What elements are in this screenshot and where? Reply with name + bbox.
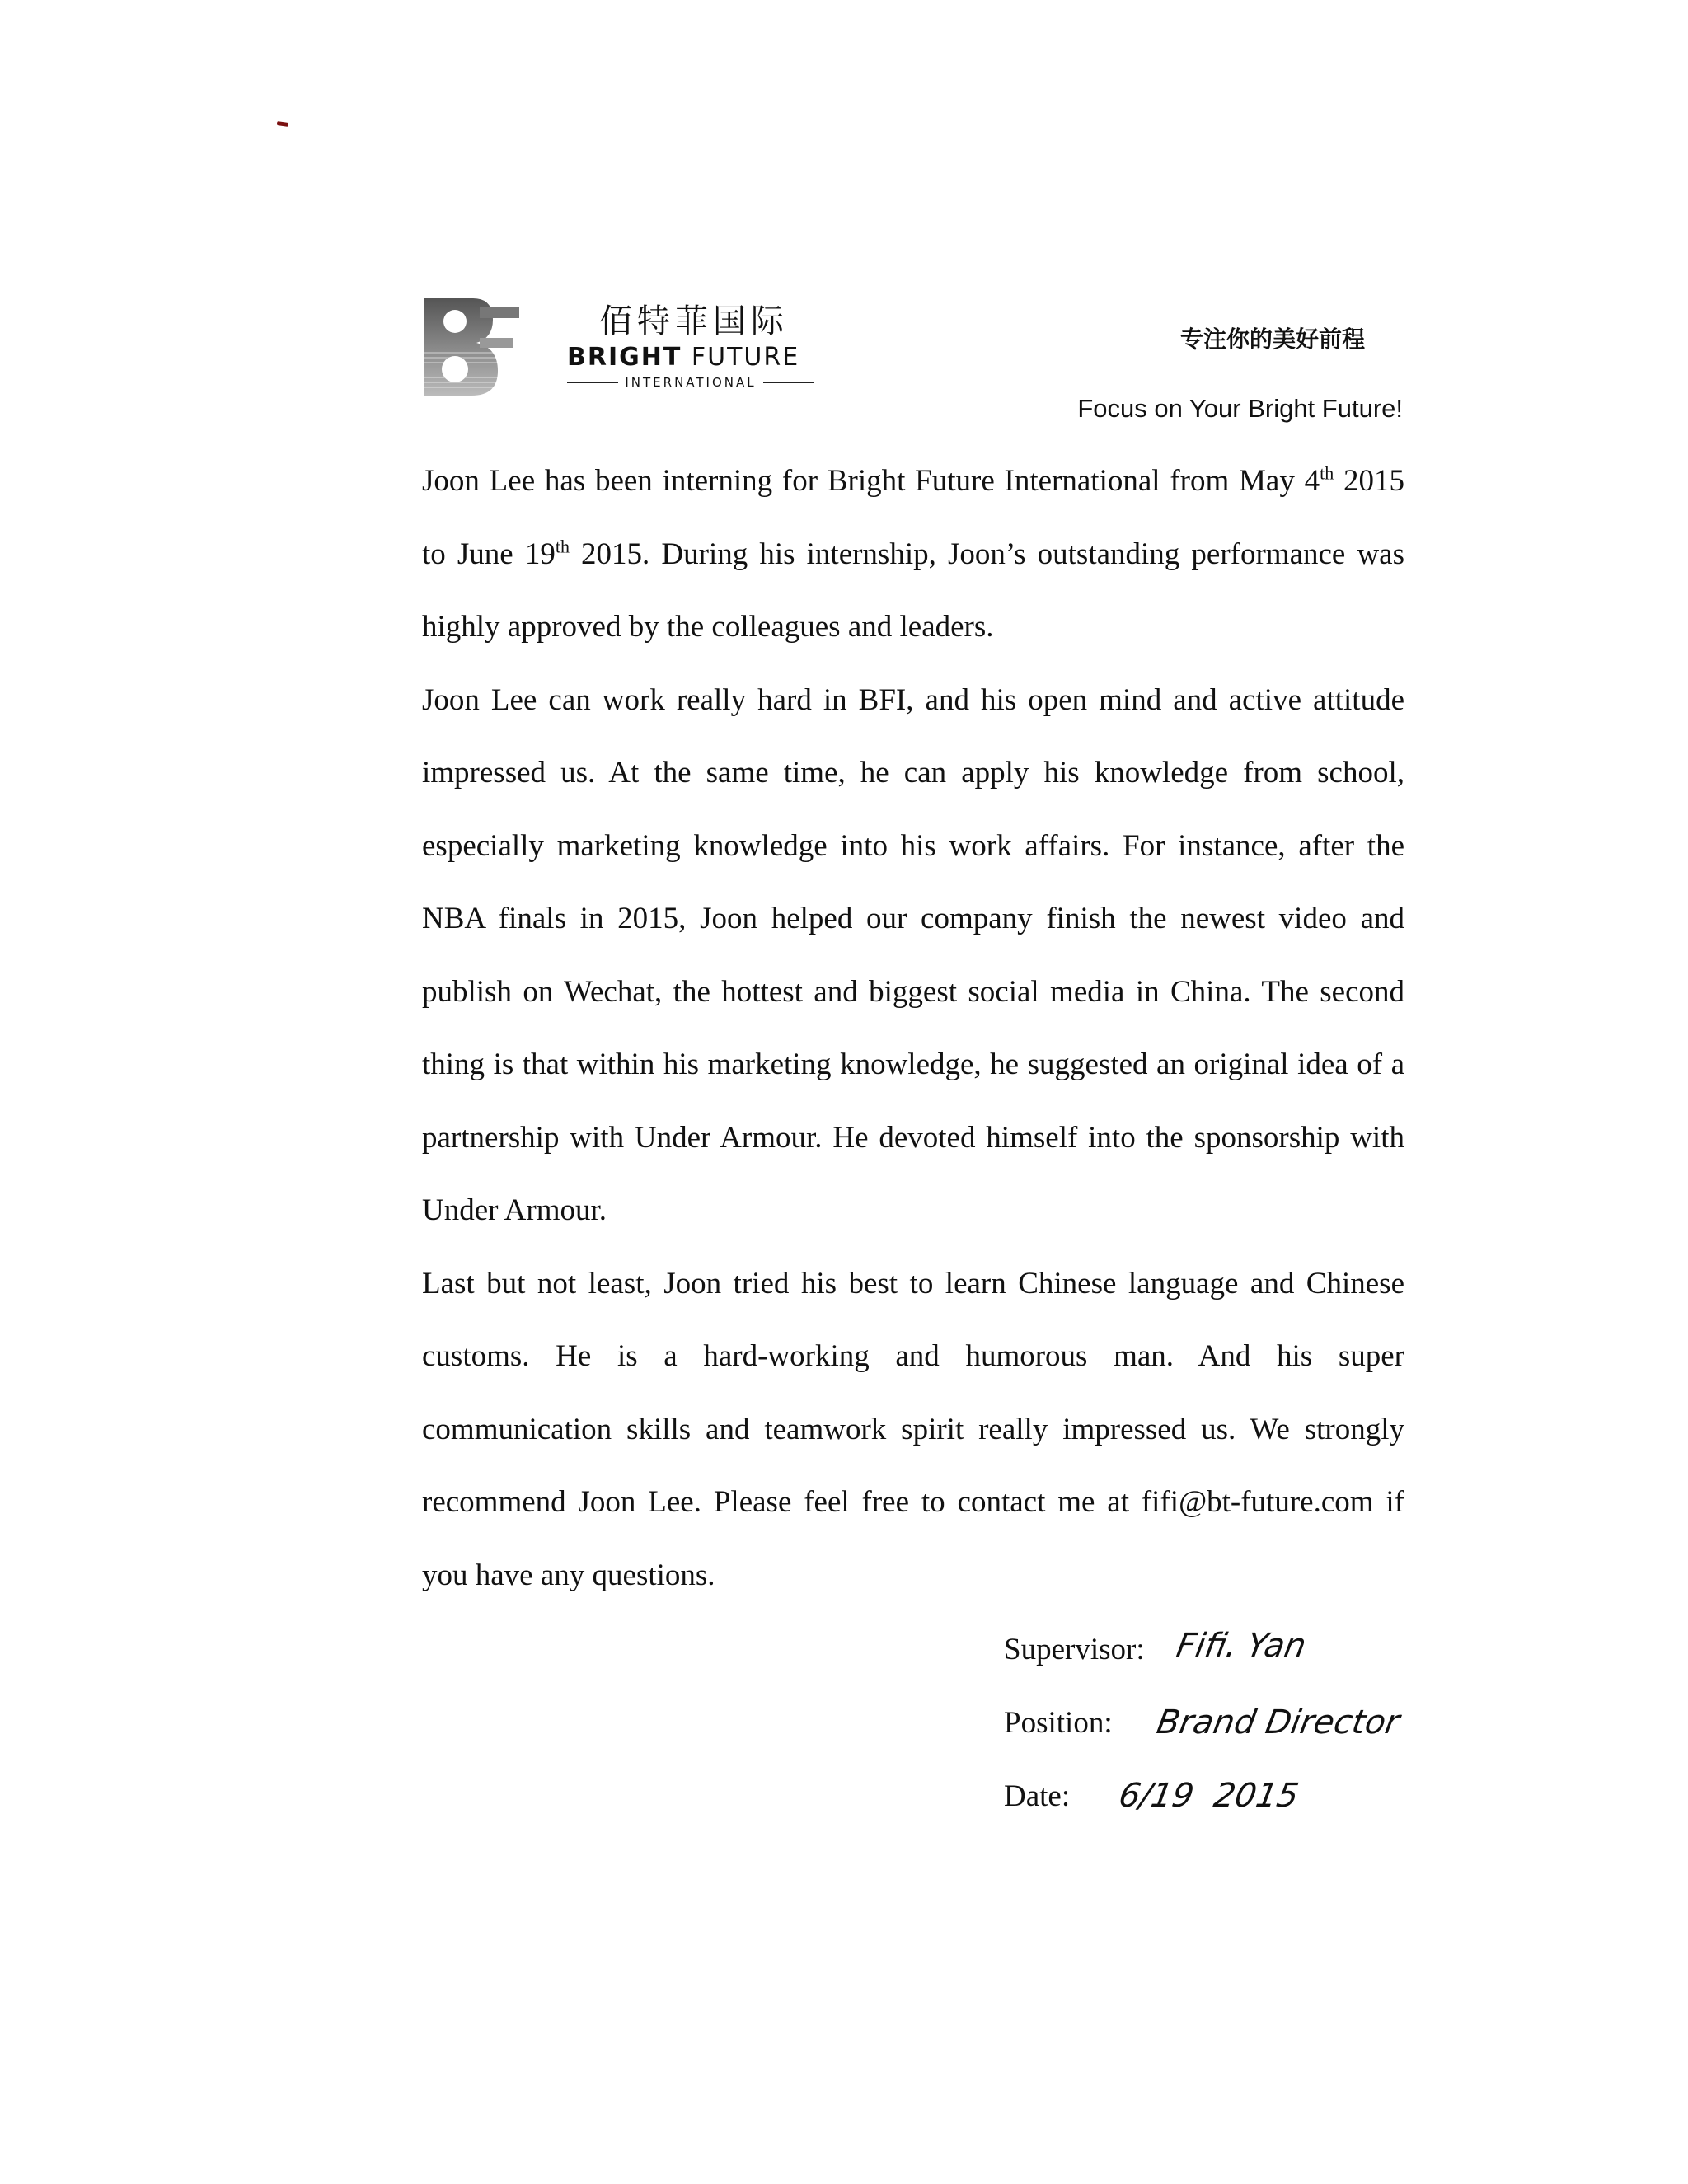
logo-chinese-name: 佰特菲国际: [599, 302, 789, 340]
supervisor-signature: Fifi. Yan: [1173, 1627, 1310, 1665]
date-row: [1004, 1764, 1465, 1837]
paragraph-1: Joon Lee has been interning for Bright Future International from May 4th 2015 to June 19th 2015. During his internship, Joon’s outstanding performance was highly approved by the colleagues and leaders.: [422, 462, 1405, 644]
slogan-chinese: 专注你的美好前程: [1179, 326, 1365, 353]
position-handwritten: Brand Director: [1153, 1704, 1403, 1741]
letter-body: [422, 445, 1404, 1612]
date-handwritten: 6/19 2015: [1115, 1777, 1302, 1815]
position-row: [1004, 1690, 1465, 1764]
logo-subtitle: INTERNATIONAL: [567, 375, 814, 390]
signature-block: [1004, 1617, 1465, 1837]
paragraph-2: Joon Lee can work really hard in BFI, and his open mind and active attitude impressed us. At the same time, he can apply his knowledge from school, especially marketing knowledge into his work affairs. For instance, after the NBA finals in 2015, Joon helped our company finish the newest video and publish on Wechat, the hottest and biggest social media in China. The second thing is that within his marketing knowledge, he suggested an original idea of a partnership with Under Armour. He devoted himself into the sponsorship with Under Armour.: [422, 682, 1404, 1227]
supervisor-row: [1004, 1617, 1465, 1690]
date-label: Date:: [1004, 1779, 1071, 1813]
supervisor-label: Supervisor:: [1004, 1633, 1145, 1666]
logo-english-name: BRIGHT FUTURE: [567, 343, 800, 372]
ink-speck: [277, 121, 289, 127]
company-logo: [422, 295, 809, 401]
paragraph-3: Last but not least, Joon tried his best to learn Chinese language and Chinese customs. He is a hard-working and humorous man. And his super communication skills and teamwork spirit really impressed us. We strongly recommend Joon Lee. Please feel free to contact me at fifi@bt-future.com if you have any questions.: [422, 1266, 1404, 1592]
position-label: Position:: [1004, 1706, 1113, 1740]
bf-logo-mark: [422, 295, 521, 399]
slogan-english: Focus on Your Bright Future!: [1077, 394, 1403, 423]
